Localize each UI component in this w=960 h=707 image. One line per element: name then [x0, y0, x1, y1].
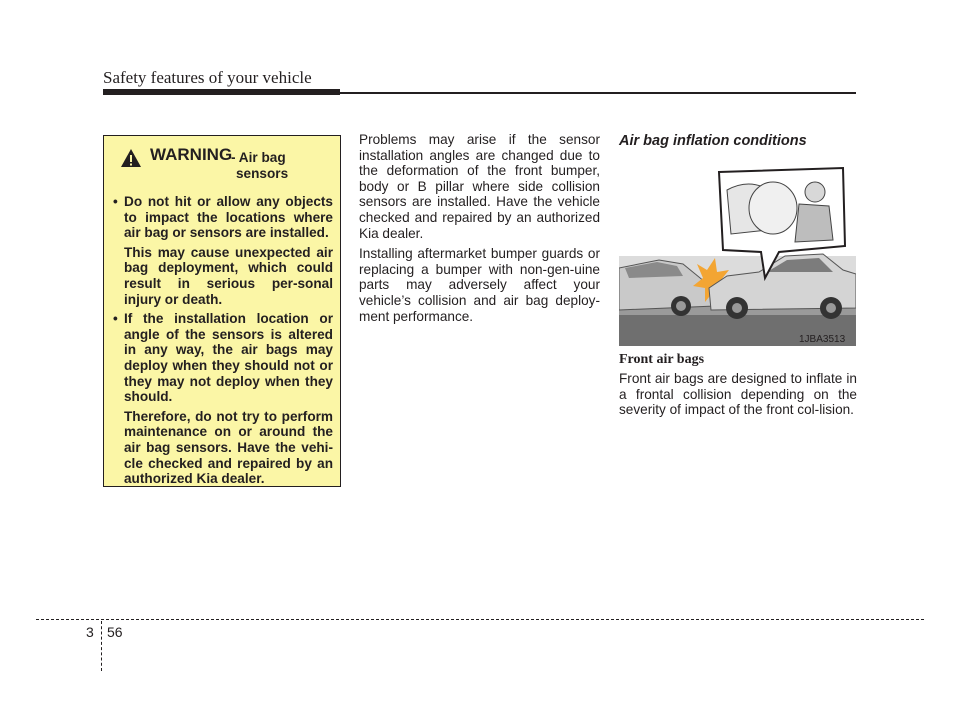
warning-box [103, 135, 341, 487]
warning-item-text: Do not hit or allow any objects to impact the locations where air bag or sensors are installed. [124, 194, 333, 241]
bullet: • [113, 194, 118, 209]
warning-item-text: If the installation location or angle of the sensors is altered in any way, the air bags may deploy when they should not or they may not deploy when they should. [124, 311, 333, 405]
bullet: • [113, 311, 118, 327]
middle-column [359, 132, 600, 329]
chapter-number: 3 [86, 624, 94, 640]
airbag-collision-illustration [619, 160, 856, 346]
warning-item-2 [113, 311, 333, 405]
warning-item-note: Therefore, do not try to perform maintenance on or around the air bag sensors. Have the vehi-cle checked and repaired by an authorized Kia dealer. [124, 408, 333, 487]
warning-triangle-icon [120, 148, 142, 168]
figure-label: 1JBA3513 [799, 334, 846, 345]
header-title: Safety features of your vehicle [103, 68, 312, 87]
header-rule [103, 92, 856, 94]
body-paragraph: Installing aftermarket bumper guards or replacing a bumper with non-gen-uine parts may adversely affect your vehicle’s collision and air bag deploy-ment performance. [359, 246, 600, 324]
warning-item-note: This may cause unexpected air bag deployment, which could result in serious per-sonal injury or death. [124, 244, 333, 307]
subheading: Front air bags [619, 352, 705, 367]
warning-header [113, 146, 333, 190]
body-paragraph: Problems may arise if the sensor installation angles are changed due to the deformation of the front bumper, body or B pillar where side collision sensors are installed. Have the vehicle checked and repaired by an authorized Kia dealer. [359, 132, 600, 241]
footer-divider [36, 619, 924, 620]
warning-subtitle-2: sensors [236, 166, 289, 181]
right-column-text [619, 371, 857, 418]
footer-vertical-divider [101, 621, 102, 671]
body-paragraph: Front air bags are designed to inflate in a frontal collision depending on the severity of impact of the front col-lision. [619, 371, 857, 418]
page-number: 56 [107, 624, 123, 640]
warning-label: WARNING [150, 145, 233, 164]
section-heading: Air bag inflation conditions [619, 133, 807, 149]
warning-item-1 [113, 194, 333, 241]
warning-subtitle-1: - Air bag [231, 150, 286, 165]
